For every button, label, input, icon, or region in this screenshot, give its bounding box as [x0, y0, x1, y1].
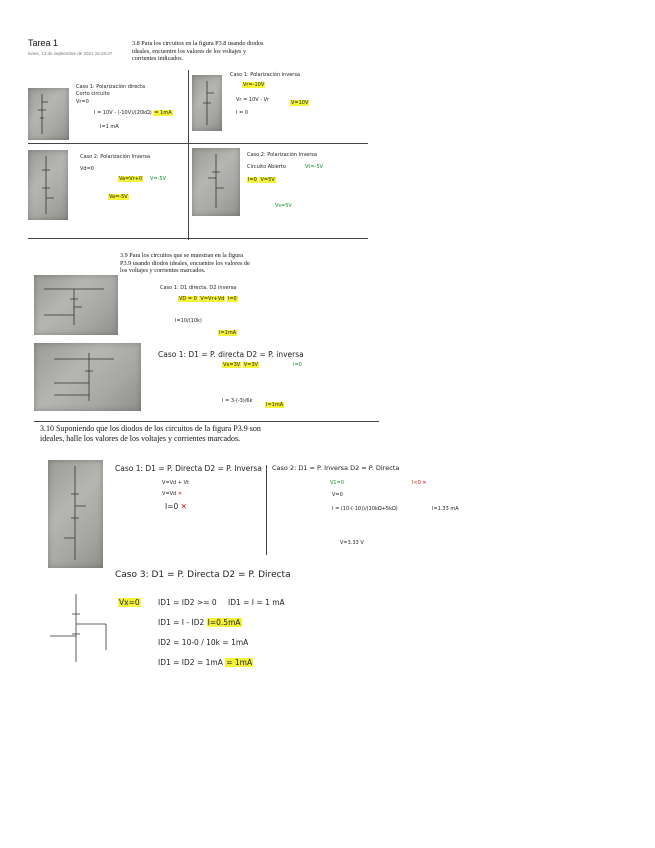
handwritten-note: I=1mA: [219, 330, 237, 336]
handwritten-note: I=1mA: [266, 402, 284, 408]
handwritten-note: Caso 3: D1 = P. Directa D2 = P. Directa: [115, 570, 291, 580]
handwritten-note: Vd=0: [80, 166, 94, 172]
handwritten-note: I=1 mA: [100, 124, 119, 130]
handwritten-note: V=0: [332, 492, 343, 498]
handwritten-note: Caso 2: Polarización Inversa: [247, 152, 318, 158]
problem-3-10-text: 3.10 Suponiendo que los diodos de los circuitos de la figura P3.9 son ideales, halle los valores de los voltajes y corrientes marcados.: [40, 424, 261, 443]
handwritten-note: Circuito Abierto: [247, 164, 286, 170]
handwritten-note: V1=0: [330, 480, 344, 486]
handwritten-note: I=1.33 mA: [432, 506, 459, 512]
handwritten-note: V=Vd + Vt: [162, 480, 189, 486]
handwritten-note: Vs=5V: [275, 203, 292, 209]
circuit-photo: [28, 88, 69, 140]
page-timestamp: lunes, 13 de septiembre de 2021 15:28:27: [28, 51, 113, 56]
handwritten-note: Vr = 10V - Vr: [236, 97, 270, 103]
problem-3-8-text: 3.8 Para los circuitos en la figura P3.8 usando diodos ideales, encuentre los valores de los voltajes y corrientes indicados.: [132, 40, 264, 62]
circuit-photo: [48, 460, 103, 568]
handwritten-note: Va=Vr+0: [119, 176, 143, 182]
handwritten-note: ID1 = ID2 = 1mA = 1mA: [158, 658, 253, 667]
handwritten-note: Vx=0: [119, 598, 140, 607]
handwritten-note: ID1 = I - ID2 I=0.5mA: [158, 618, 241, 627]
handwritten-note: V=3.33 V: [340, 540, 364, 546]
handwritten-note: V=Vd ✕: [162, 491, 183, 497]
handwritten-note: Vr=0: [76, 99, 89, 105]
handwritten-note: I=0 V=5V: [248, 177, 275, 183]
divider: [34, 421, 379, 422]
handwritten-note: Caso 1: D1 = P. directa D2 = P. inversa: [158, 350, 304, 359]
handwritten-note: VD = 0 V=Vr+Vd I=0: [179, 296, 237, 302]
handwritten-note: Vx=3V V=3V: [223, 362, 258, 368]
handwritten-note: Caso 2: D1 = P. Inversa D2 = P. Directa: [272, 464, 400, 472]
handwritten-note: I=0 ✕: [165, 502, 187, 511]
handwritten-note: Caso 1: D1 = P. Directa D2 = P. Inversa: [115, 464, 262, 473]
handwritten-note: Vr=-10V: [243, 82, 265, 88]
handwritten-note: I=10/(10k): [175, 318, 202, 324]
handwritten-note: I = 10V - (-10V)/(20kΩ) = 1mA: [94, 110, 172, 116]
handwritten-note: V=10V: [291, 100, 309, 106]
handwritten-note: I = 0: [236, 110, 249, 116]
handwritten-note: ID2 = 10-0 / 10k = 1mA: [158, 638, 249, 647]
handwritten-note: ID1 = I = 1 mA: [228, 598, 285, 607]
circuit-photo: [192, 148, 240, 216]
handwritten-note: I<0 ✕: [412, 480, 427, 486]
handwritten-note: Vt=-5V: [305, 164, 323, 170]
handwritten-note: Caso 1: Polarización inversa: [230, 72, 301, 78]
circuit-photo: [192, 75, 222, 131]
handwritten-note: Caso 1: D1 directa, D2 inversa: [160, 285, 237, 291]
handwritten-note: Caso 2: Polarización Inversa: [80, 154, 151, 160]
divider: [28, 143, 368, 144]
circuit-photo: [28, 150, 68, 220]
divider: [266, 465, 267, 555]
handwritten-note: I = 3-(-3)/6k: [222, 398, 253, 404]
circuit-photo: [34, 343, 141, 411]
handwritten-note: V=-5V: [150, 176, 167, 182]
handwritten-note: Corto circuito: [76, 91, 110, 97]
handwritten-note: Va=-5V: [109, 194, 128, 200]
divider: [188, 70, 189, 240]
handwritten-note: ID1 = ID2 >= 0: [158, 598, 217, 607]
handwritten-note: I=0: [293, 362, 302, 368]
handwritten-note: I = (10-(-10))/(10kΩ+5kΩ): [332, 506, 398, 512]
handwritten-note: Caso 1: Polarización directa: [76, 84, 146, 90]
circuit-photo: [34, 275, 118, 335]
problem-3-9-text: 3.9 Para los circuitos que se muestran en la figura P3.9 usando diodos ideales, encuentre los valores de los voltajes y corrientes marcados.: [120, 252, 250, 274]
page-title: Tarea 1: [28, 38, 59, 48]
divider: [28, 238, 368, 239]
